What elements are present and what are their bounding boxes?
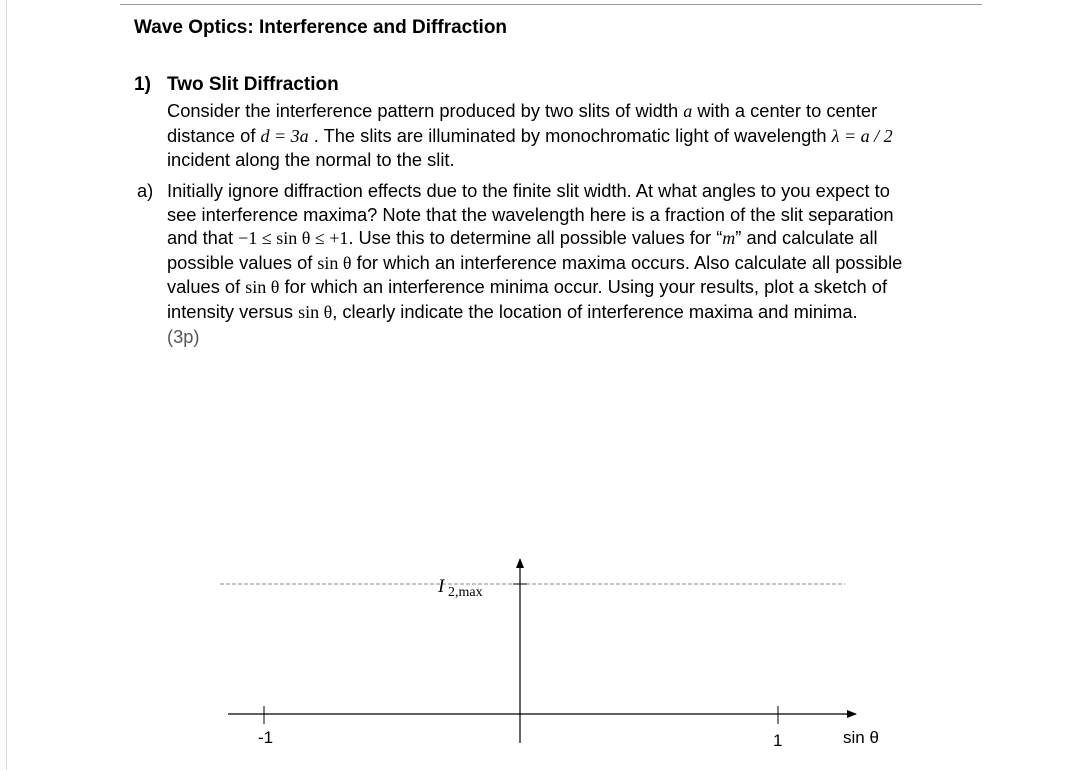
part-a-text-span: ” and calculate all [735, 227, 878, 249]
part-a-text-span: for which an interference minima occur. Using your results, plot a sketch of [284, 276, 888, 298]
intro-text: Consider the interference pattern produced by two slits of width [167, 100, 679, 121]
x-tick-label-plus-one: 1 [773, 731, 783, 750]
part-a-text-span: and that [167, 227, 234, 249]
document-title: Wave Optics: Interference and Diffraction [134, 17, 508, 38]
math-d-equation: d = 3a [260, 125, 309, 146]
part-a-label: a) [137, 180, 154, 201]
math-m: m [722, 228, 736, 249]
reference-label-subscript: 2,max [448, 585, 483, 600]
part-a-text-span: , clearly indicate the location of interference maxima and minima. [332, 300, 858, 322]
math-lambda-equation: λ = a / 2 [831, 125, 893, 146]
question-number: 1) [134, 74, 151, 95]
math-sin-range: −1 ≤ sin θ ≤ +1 [238, 228, 349, 249]
intro-text: distance of [167, 124, 256, 146]
math-sin-theta: sin θ [298, 301, 333, 322]
math-sin-theta: sin θ [317, 252, 352, 273]
intro-line-3: incident along the normal to the slit. [167, 149, 455, 171]
math-a: a [683, 101, 693, 121]
points-label: (3p) [167, 325, 200, 347]
question-title: Two Slit Diffraction [167, 74, 339, 95]
part-a-text-span: possible values of [167, 251, 313, 273]
intro-text: with a center to center [697, 100, 878, 121]
x-tick-label-minus-one: -1 [258, 728, 274, 747]
part-a-line-1: Initially ignore diffraction effects due to the finite slit width. At what angles to you expect to [167, 180, 890, 201]
intro-text: . The slits are illuminated by monochromatic light of wavelength [313, 124, 827, 146]
part-a-text-span: values of [167, 276, 241, 298]
part-a-text-span: for which an interference maxima occurs. Also calculate all possible [356, 251, 903, 273]
part-a-line-2: see interference maxima? Note that the wavelength here is a fraction of the slit separation [167, 203, 894, 225]
part-a-text-span: . Use this to determine all possible values for “ [348, 227, 723, 249]
x-axis-label: sin θ [843, 728, 879, 747]
math-sin-theta: sin θ [245, 277, 280, 298]
reference-label-main: I [438, 576, 445, 597]
part-a-text-span: intensity versus [167, 300, 293, 322]
